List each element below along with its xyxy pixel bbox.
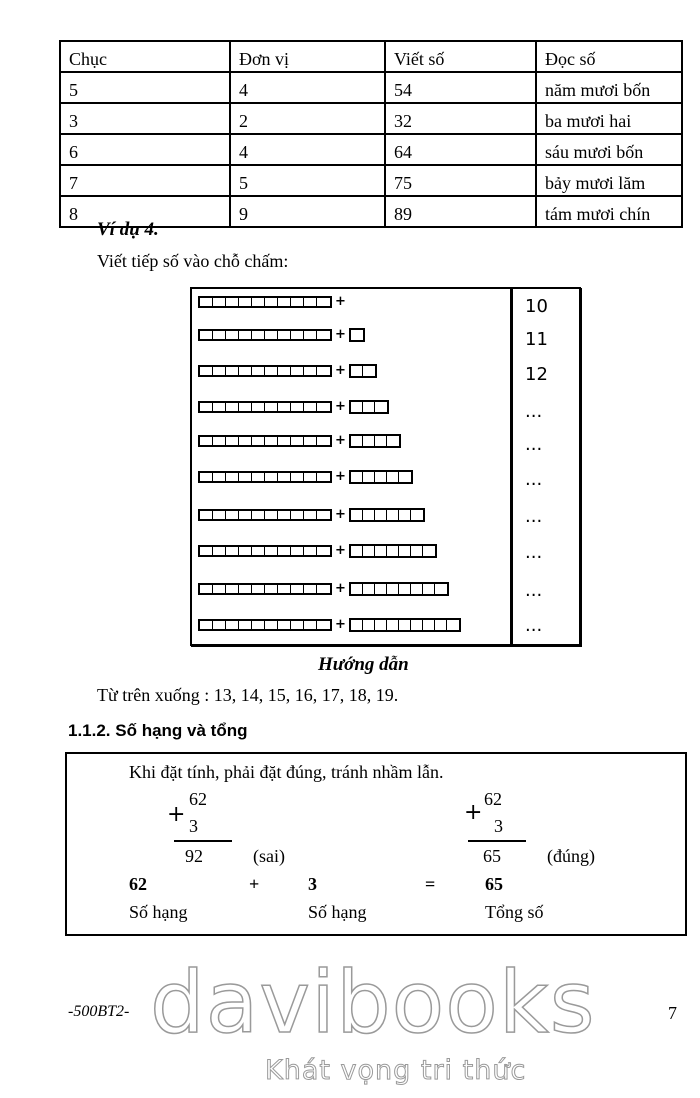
ten-block-icon [198,509,332,521]
plus-sign: + [335,469,346,484]
sum-label: Tổng số [485,902,544,922]
plus-sign: + [335,507,346,522]
ten-block-icon [198,435,332,447]
table-header-cell: Viết số [385,41,536,72]
ten-block-icon [198,365,332,377]
page-number: 7 [668,1003,677,1023]
example-title: Ví dụ 4. [97,219,159,240]
counting-blocks-panel [190,287,512,646]
plus-sign: + [335,363,346,378]
watermark-logo: davibooks [150,953,596,1053]
answer-value: ... [525,542,543,563]
table-header-cell: Chục [60,41,230,72]
wrong-result: 92 [185,846,203,866]
plus-sign: + [335,617,346,632]
unit-blocks-icon [349,544,437,558]
table-cell: 2 [230,103,385,134]
right-result: 65 [483,846,501,866]
ten-block-icon [198,583,332,595]
table-cell: 8 [60,196,230,227]
sum-value: 65 [485,874,503,894]
right-calc-line [468,840,526,842]
plus-sign: + [335,581,346,596]
section-title: 1.1.2. Số hạng và tổng [68,721,248,740]
ten-block-icon [198,619,332,631]
watermark-tagline: Khát vọng tri thức [265,1055,527,1086]
table-cell: 6 [60,134,230,165]
plus-sign: + [335,543,346,558]
block-row [198,364,377,378]
table-cell: 4 [230,134,385,165]
unit-blocks-icon [349,328,365,342]
table-header-row [60,41,682,72]
answer-value: ... [525,506,543,527]
ten-block-icon [198,329,332,341]
table-cell: 64 [385,134,536,165]
wrong-top-number: 62 [189,789,207,809]
table-row [60,72,682,103]
right-top-number: 62 [484,789,502,809]
addend-label: Số hạng [129,902,188,922]
addend-a: 62 [129,874,147,894]
unit-blocks-icon [349,364,377,378]
answer-value: ... [525,615,543,636]
ten-block-icon [198,471,332,483]
plus-sign: + [335,327,346,342]
plus-sign: + [335,399,346,414]
unit-blocks-icon [349,434,401,448]
block-row [198,582,449,596]
table-cell: ba mươi hai [536,103,682,134]
addend-label: Số hạng [308,902,367,922]
block-row [198,328,365,342]
table-row [60,165,682,196]
table-cell: 5 [60,72,230,103]
block-row [198,470,413,484]
table-row [60,103,682,134]
table-cell: năm mươi bốn [536,72,682,103]
equals-sign: = [425,874,436,894]
block-row [198,544,437,558]
plus-sign: + [249,874,260,894]
unit-blocks-icon [349,508,425,522]
example-instruction: Viết tiếp số vào chỗ chấm: [97,251,289,271]
table-cell: sáu mươi bốn [536,134,682,165]
answer-value: ... [525,401,543,422]
table-cell: 3 [60,103,230,134]
wrong-note: (sai) [253,846,285,866]
answer-value: ... [525,580,543,601]
block-row [198,400,389,414]
unit-blocks-icon [349,582,449,596]
block-row [198,508,425,522]
book-code: -500BT2- [68,1003,130,1020]
addends-and-sum-box [65,752,687,936]
unit-blocks-icon [349,618,461,632]
plus-sign: + [335,294,346,309]
sum-intro: Khi đặt tính, phải đặt đúng, tránh nhầm lẫn. [129,762,444,782]
answer-value: 11 [525,329,548,350]
table-cell: 5 [230,165,385,196]
wrong-calc-line [174,840,232,842]
ten-block-icon [198,545,332,557]
unit-blocks-icon [349,470,413,484]
answer-value: ... [525,469,543,490]
answer-value: 12 [525,364,548,385]
table-cell: tám mươi chín [536,196,682,227]
table-cell: 7 [60,165,230,196]
table-cell: 9 [230,196,385,227]
guide-text: Từ trên xuống : 13, 14, 15, 16, 17, 18, 19. [97,685,399,705]
plus-sign: + [335,433,346,448]
table-cell: 75 [385,165,536,196]
addend-b: 3 [308,874,317,894]
place-value-table [59,40,683,228]
table-cell: bảy mươi lăm [536,165,682,196]
table-header-cell: Đọc số [536,41,682,72]
block-row [198,618,461,632]
table-header-cell: Đơn vị [230,41,385,72]
table-cell: 54 [385,72,536,103]
plus-sign: + [464,800,483,825]
ten-block-icon [198,296,332,308]
right-bottom-number: 3 [494,816,503,836]
answer-value: 10 [525,296,548,317]
answers-column [511,287,581,646]
unit-blocks-icon [349,400,389,414]
answer-value: ... [525,434,543,455]
ten-block-icon [198,401,332,413]
table-cell: 4 [230,72,385,103]
block-row [198,434,401,448]
table-cell: 89 [385,196,536,227]
wrong-bottom-number: 3 [189,816,198,836]
block-row [198,295,349,309]
right-note: (đúng) [547,846,595,866]
plus-sign: + [167,802,186,827]
table-row [60,134,682,165]
guide-title: Hướng dẫn [318,654,409,675]
table-cell: 32 [385,103,536,134]
